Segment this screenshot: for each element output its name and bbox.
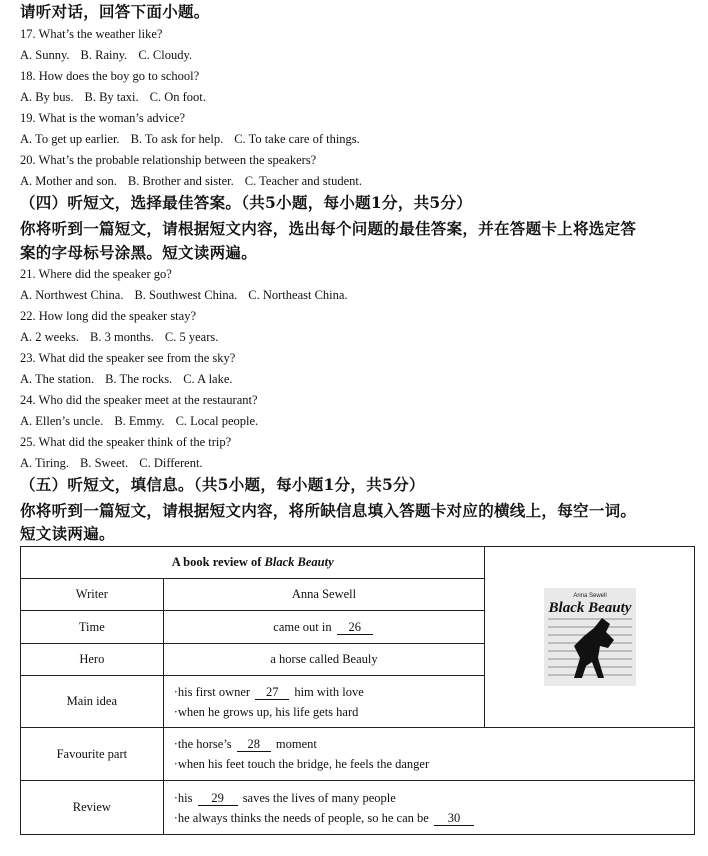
section4-instruction-1: 你将听到一篇短文，请根据短文内容，选出每个问题的最佳答案，并在答题卡上将选定答 <box>20 219 637 238</box>
line-text: moment <box>275 737 317 751</box>
line-text: ·he always thinks the needs of people, so he can be <box>173 810 429 825</box>
option-b: B. Sweet. <box>79 456 129 470</box>
section5-title: （五）听短文，填信息。（共5小题，每小题1分，共5分） <box>20 475 425 494</box>
question-23: 23. What did the speaker see from the sky? <box>20 351 236 365</box>
question-25: 25. What did the speaker think of the trip? <box>20 435 232 449</box>
line-text: ·his first owner <box>173 684 251 699</box>
row-value <box>163 611 485 644</box>
options-22 <box>20 329 229 345</box>
row-value: a horse called Beauly <box>163 644 485 676</box>
line-text: ·his <box>173 790 193 805</box>
option-a: A. Sunny. <box>20 48 70 62</box>
section5-instruction-2: 短文读两遍。 <box>20 524 115 543</box>
option-c: C. To take care of things. <box>234 132 360 146</box>
header-prefix: A book review of <box>171 555 265 569</box>
section4-title: （四）听短文，选择最佳答案。（共5小题，每小题1分，共5分） <box>20 193 473 212</box>
blank-28[interactable]: 28 <box>237 737 271 752</box>
blank-27[interactable]: 27 <box>255 685 289 700</box>
option-a: A. Tiring. <box>20 456 69 470</box>
row-label: Writer <box>21 579 164 611</box>
option-b: B. 3 months. <box>90 330 154 344</box>
row-value: Anna Sewell <box>163 579 485 611</box>
option-b: B. Brother and sister. <box>127 174 234 188</box>
option-c: C. Northeast China. <box>248 288 348 302</box>
options-21 <box>20 287 359 303</box>
options-24 <box>20 413 269 429</box>
option-c: C. Local people. <box>175 414 259 428</box>
question-24: 24. Who did the speaker meet at the restaurant? <box>20 393 258 407</box>
options-20 <box>20 173 373 189</box>
time-text: came out in <box>273 619 332 634</box>
book-cover-cell <box>485 547 695 728</box>
book-cover-title: Black Beauty <box>548 600 632 616</box>
option-a: A. The station. <box>20 372 95 386</box>
header-book-title: Black Beauty <box>264 555 334 569</box>
table-header-row <box>21 547 695 579</box>
table-row-review <box>21 781 695 835</box>
row-label: Main idea <box>21 676 164 728</box>
table-header <box>21 547 485 579</box>
row-label: Hero <box>21 644 164 676</box>
option-c: C. A lake. <box>183 372 233 386</box>
option-a: A. To get up earlier. <box>20 132 120 146</box>
options-23 <box>20 371 244 387</box>
options-19 <box>20 131 371 147</box>
book-review-table <box>20 546 695 835</box>
question-19: 19. What is the woman’s advice? <box>20 111 186 125</box>
row-value <box>163 676 485 728</box>
line-text: saves the lives of many people <box>242 790 396 805</box>
book-cover-author: Anna Sewell <box>572 593 607 599</box>
option-c: C. Different. <box>139 456 203 470</box>
row-label: Review <box>21 781 164 835</box>
option-b: B. To ask for help. <box>130 132 224 146</box>
line-text: ·the horse’s <box>173 737 232 751</box>
option-b: B. The rocks. <box>105 372 173 386</box>
row-value <box>163 728 694 781</box>
blank-30[interactable]: 30 <box>434 811 474 826</box>
favourite-line-1 <box>174 734 694 754</box>
option-c: C. Cloudy. <box>138 48 193 62</box>
review-line-2 <box>174 808 694 828</box>
option-b: B. By taxi. <box>84 90 139 104</box>
option-c: C. 5 years. <box>164 330 219 344</box>
options-18 <box>20 89 217 105</box>
option-b: B. Rainy. <box>80 48 128 62</box>
option-a: A. Mother and son. <box>20 174 117 188</box>
question-18: 18. How does the boy go to school? <box>20 69 200 83</box>
option-b: B. Emmy. <box>114 414 165 428</box>
section4-instruction-2: 案的字母标号涂黑。短文读两遍。 <box>20 243 258 262</box>
book-cover-image <box>544 588 636 686</box>
question-21: 21. Where did the speaker go? <box>20 267 172 281</box>
option-b: B. Southwest China. <box>134 288 238 302</box>
table-row-favourite-part <box>21 728 695 781</box>
option-a: A. Ellen’s uncle. <box>20 414 104 428</box>
option-c: C. Teacher and student. <box>244 174 363 188</box>
favourite-line-2: ·when his feet touch the bridge, he feels the danger <box>173 757 430 771</box>
options-17 <box>20 47 203 63</box>
section-heading-intro: 请听对话，回答下面小题。 <box>20 2 210 21</box>
main-idea-line-1 <box>174 682 485 702</box>
row-value <box>163 781 694 835</box>
row-label: Favourite part <box>21 728 164 781</box>
options-25 <box>20 455 214 471</box>
option-a: A. 2 weeks. <box>20 330 80 344</box>
section5-instruction-1: 你将听到一篇短文，请根据短文内容，将所缺信息填入答题卡对应的横线上，每空一词。 <box>20 501 637 520</box>
question-17: 17. What’s the weather like? <box>20 27 163 41</box>
option-a: A. By bus. <box>20 90 74 104</box>
question-22: 22. How long did the speaker stay? <box>20 309 197 323</box>
row-label: Time <box>21 611 164 644</box>
review-line-1 <box>174 788 694 808</box>
option-a: A. Northwest China. <box>20 288 124 302</box>
question-20: 20. What’s the probable relationship between the speakers? <box>20 153 317 167</box>
line-text: him with love <box>294 684 364 699</box>
blank-29[interactable]: 29 <box>198 791 238 806</box>
main-idea-line-2: ·when he grows up, his life gets hard <box>173 704 359 719</box>
option-c: C. On foot. <box>149 90 206 104</box>
blank-26[interactable]: 26 <box>337 620 373 635</box>
